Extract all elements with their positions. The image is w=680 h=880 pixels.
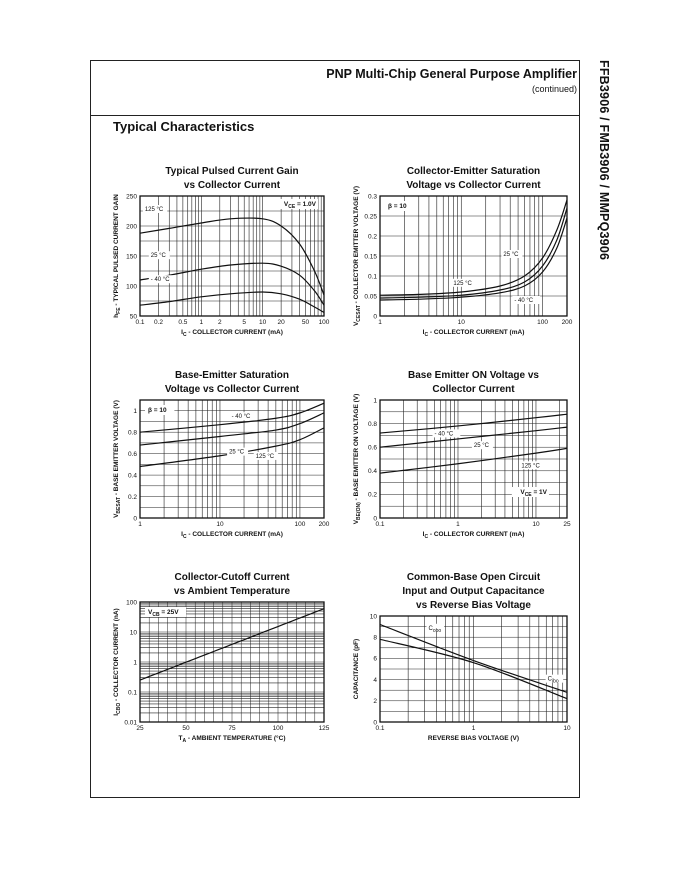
chart-collector-emitter-saturation xyxy=(350,160,575,338)
curve-label: 125 °C xyxy=(144,207,164,213)
chart-title: Collector Current xyxy=(432,384,515,395)
curve-label: 25 °C xyxy=(473,443,489,450)
x-tick-label: 0.1 xyxy=(375,521,385,528)
page-title: PNP Multi-Chip General Purpose Amplifier xyxy=(326,67,577,81)
y-tick-label: 0.25 xyxy=(364,213,377,221)
x-axis-label: $I_C$ - COLLECTOR CURRENT (mA) xyxy=(181,531,283,540)
y-tick-label: 0.1 xyxy=(127,689,137,697)
test-condition-label: $V_{CE} = 1V$ xyxy=(520,489,547,498)
series-line xyxy=(380,448,567,473)
y-tick-label: 0.2 xyxy=(367,233,377,241)
chart-svg xyxy=(350,364,575,540)
chart-collector-cutoff-current xyxy=(110,566,332,744)
chart-title: Collector-Emitter Saturation xyxy=(406,166,541,177)
y-tick-label: 0.4 xyxy=(127,472,137,480)
curve-label: 125 °C xyxy=(255,453,275,460)
chart-svg xyxy=(350,566,575,744)
y-tick-label: 0.6 xyxy=(367,444,377,452)
x-tick-label: 50 xyxy=(182,725,190,732)
y-tick-label: 0 xyxy=(373,515,377,523)
chart-title: Base Emitter ON Voltage vs xyxy=(408,370,539,381)
y-axis-label: $V_{BESAT}$ - BASE EMITTER VOLTAGE (V) xyxy=(113,400,122,518)
y-tick-label: 250 xyxy=(126,193,137,201)
x-tick-label: 1 xyxy=(456,521,460,528)
chart-title: Input and Output Capacitance xyxy=(402,586,545,597)
x-axis-label: $I_C$ - COLLECTOR CURRENT (mA) xyxy=(422,329,525,338)
x-tick-label: 1 xyxy=(199,319,204,326)
chart-title: vs Ambient Temperature xyxy=(173,586,291,597)
x-tick-label: 1 xyxy=(378,319,382,326)
y-tick-label: 4 xyxy=(373,676,377,684)
y-axis-label: $h_{FE}$ - TYPICAL PULSED CURRENT GAIN xyxy=(113,194,122,318)
series-line xyxy=(140,292,324,312)
x-axis-label: $T_A$ - AMBIENT TEMPERATURE (°C) xyxy=(178,735,286,744)
y-tick-label: 0 xyxy=(373,313,377,321)
y-tick-label: 8 xyxy=(373,634,377,642)
x-tick-label: 5 xyxy=(242,319,247,326)
y-tick-label: 2 xyxy=(373,698,377,706)
y-tick-label: 0.8 xyxy=(367,420,377,428)
chart-svg xyxy=(110,160,332,338)
y-tick-label: 10 xyxy=(369,613,377,621)
chart-title: Voltage vs Collector Current xyxy=(406,180,541,191)
test-condition-label: β = 10 xyxy=(148,407,167,414)
y-tick-label: 0.01 xyxy=(124,719,137,727)
section-title: Typical Characteristics xyxy=(113,119,255,134)
y-tick-label: 0.15 xyxy=(364,253,377,261)
x-tick-label: 10 xyxy=(563,725,571,732)
curve-label: 125 °C xyxy=(453,280,472,287)
x-tick-label: 125 xyxy=(318,725,330,732)
y-axis-label: CAPACITANCE (pF) xyxy=(353,638,360,700)
chart-title: vs Collector Current xyxy=(183,180,281,191)
chart-title: Base-Emitter Saturation xyxy=(175,370,289,381)
x-tick-label: 1 xyxy=(138,521,142,528)
chart-title: Common-Base Open Circuit xyxy=(406,572,541,583)
x-tick-label: 0.2 xyxy=(153,319,163,326)
curve-label: - 40 °C xyxy=(231,414,251,421)
x-tick-label: 10 xyxy=(259,319,267,326)
curve-label: 25 °C xyxy=(229,449,245,456)
x-axis-label: $I_C$ - COLLECTOR CURRENT (mA) xyxy=(181,329,283,338)
y-tick-label: 1 xyxy=(133,408,137,416)
curve-label: 125 °C xyxy=(521,463,540,470)
chart-capacitance xyxy=(350,566,575,744)
y-tick-label: 10 xyxy=(129,629,137,637)
curve-label: - 40 °C xyxy=(514,298,534,304)
x-tick-label: 100 xyxy=(537,319,548,326)
chart-svg xyxy=(350,160,575,338)
gridlines xyxy=(380,616,567,722)
test-condition-label: $V_{CB} = 25V$ xyxy=(148,609,179,618)
chart-base-emitter-on-voltage xyxy=(350,364,575,540)
curve-label: $C_{ibo}$ xyxy=(547,676,559,685)
x-tick-label: 50 xyxy=(301,319,310,326)
curve-label: $C_{obo}$ xyxy=(428,625,442,634)
x-tick-label: 25 xyxy=(563,521,571,528)
curve-label: - 40 °C xyxy=(150,277,170,284)
header-divider xyxy=(91,115,579,116)
x-tick-label: 10 xyxy=(532,521,540,528)
y-tick-label: 0 xyxy=(133,515,137,523)
y-tick-label: 0.8 xyxy=(127,429,137,437)
test-condition-label: β = 10 xyxy=(388,203,407,210)
chart-base-emitter-saturation xyxy=(110,364,332,540)
x-tick-label: 25 xyxy=(136,725,144,732)
part-numbers: FFB3906 / FMB3906 / MMPQ3906 xyxy=(597,60,611,261)
y-tick-label: 0.3 xyxy=(367,193,377,201)
x-tick-label: 0.1 xyxy=(135,319,145,326)
chart-title: Collector-Cutoff Current xyxy=(174,572,290,583)
x-tick-label: 20 xyxy=(277,319,285,326)
chart-svg xyxy=(110,364,332,540)
y-tick-label: 100 xyxy=(126,283,137,291)
x-tick-label: 10 xyxy=(216,521,224,528)
series-line xyxy=(140,263,324,305)
y-axis-label: $V_{CESAT}$ - COLLECTOR EMITTER VOLTAGE (V) xyxy=(353,185,362,327)
x-tick-label: 100 xyxy=(272,725,284,732)
x-tick-label: 200 xyxy=(318,521,330,528)
chart-current-gain xyxy=(110,160,332,338)
curve-label: 25 °C xyxy=(150,253,166,260)
chart-title: vs Reverse Bias Voltage xyxy=(416,600,531,611)
y-axis-label: $V_{BE(ON)}$ - BASE EMITTER ON VOLTAGE (V) xyxy=(353,393,362,525)
x-tick-label: 1 xyxy=(471,725,476,732)
y-tick-label: 100 xyxy=(126,599,137,607)
x-tick-label: 100 xyxy=(318,319,330,326)
y-tick-label: 0.2 xyxy=(127,493,137,501)
y-tick-label: 200 xyxy=(126,223,137,231)
test-condition-label: $V_{CE} = 1.0V$ xyxy=(283,201,316,210)
x-axis-label: REVERSE BIAS VOLTAGE (V) xyxy=(427,735,520,742)
chart-title: Voltage vs Collector Current xyxy=(164,384,300,395)
y-tick-label: 0.4 xyxy=(367,468,377,476)
part-number-sidebar xyxy=(593,60,613,320)
x-tick-label: 2 xyxy=(217,319,222,326)
y-tick-label: 0.05 xyxy=(364,293,377,301)
y-tick-label: 6 xyxy=(373,655,377,663)
x-tick-label: 200 xyxy=(561,319,573,326)
x-tick-label: 100 xyxy=(294,521,306,528)
y-axis-label: $I_{CBO}$ - COLLECTOR CURRENT (nA) xyxy=(113,608,122,716)
x-tick-label: 10 xyxy=(457,319,465,326)
y-tick-label: 0 xyxy=(373,719,377,727)
y-tick-label: 0.2 xyxy=(367,491,377,499)
chart-svg xyxy=(110,566,332,744)
y-tick-label: 150 xyxy=(126,253,137,261)
x-tick-label: 0.5 xyxy=(178,319,188,326)
curve-label: 25 °C xyxy=(503,252,519,258)
x-axis-label: $I_C$ - COLLECTOR CURRENT (mA) xyxy=(422,531,525,540)
x-tick-label: 0.1 xyxy=(375,725,385,732)
y-tick-label: 0.1 xyxy=(367,273,377,281)
y-tick-label: 1 xyxy=(133,659,137,667)
x-tick-label: 75 xyxy=(228,725,236,732)
y-tick-label: 0.6 xyxy=(127,450,137,458)
curve-label: - 40 °C xyxy=(434,431,454,438)
y-tick-label: 50 xyxy=(129,313,137,321)
chart-title: Typical Pulsed Current Gain xyxy=(165,166,299,177)
page-subtitle: (continued) xyxy=(531,84,577,94)
y-tick-label: 1 xyxy=(373,397,377,405)
